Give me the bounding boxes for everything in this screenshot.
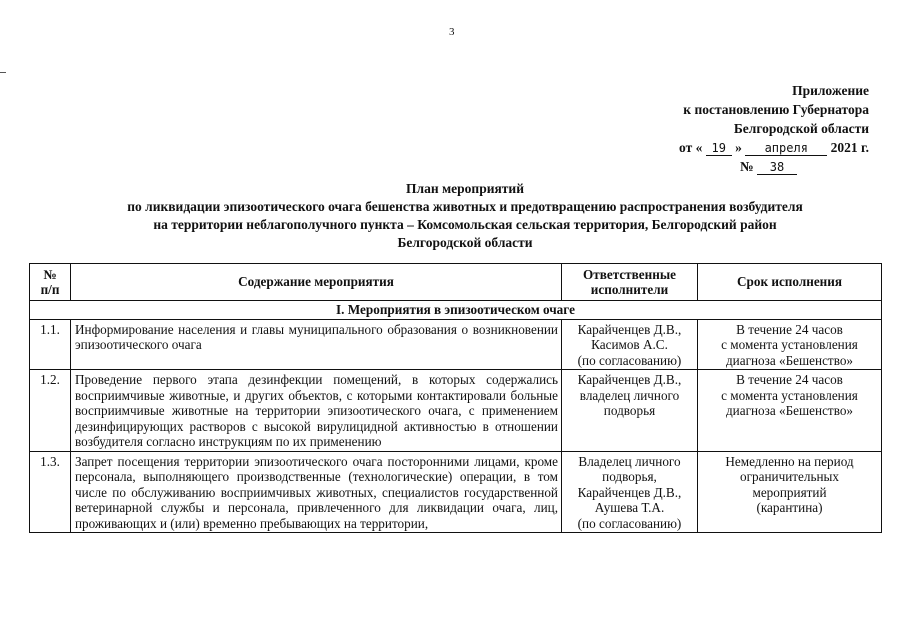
date-day: 19 [706,141,732,156]
resp-line: Касимов А.С. [591,337,668,352]
appendix-number [609,157,869,176]
section-title: I. Мероприятия в эпизоотическом очаге [30,301,882,320]
title-line-2: по ликвидации эпизоотического очага бешенства животных и предотвращению распространения возбудителя [127,199,803,214]
row-content: Информирование населения и главы муниципального образования о возникновении эпизоотического очага [71,319,562,370]
term-line: ограничительных [740,469,839,484]
appendix-line-3: Белгородской области [733,121,869,136]
header-num-line-2: п/п [40,282,60,297]
row-num: 1.3. [30,451,71,533]
term-line: диагноза «Бешенство» [725,352,854,368]
title-line-3: на территории неблагополучного пункта – Комсомольская сельская территория, Белгородский район [153,217,777,232]
resp-line: подворья [603,403,656,418]
row-term [698,319,882,370]
row-resp [562,451,698,533]
date-month: апреля [745,141,827,156]
date-prefix: от « [679,140,703,155]
appendix-line-1: Приложение [792,83,869,98]
appendix-line-2: к постановлению Губернатора [683,102,869,117]
row-num: 1.1. [30,319,71,370]
section-row [30,301,882,320]
appendix-date [609,138,869,157]
date-mid: » [735,140,742,155]
row-resp [562,319,698,370]
term-line: Немедленно на период [725,453,854,469]
appendix-block [609,81,869,176]
table-row [30,451,882,533]
term-line: (карантина) [756,500,823,515]
resp-line: подворья, [602,469,657,484]
term-line: диагноза «Бешенство» [725,403,854,418]
row-num: 1.2. [30,370,71,452]
term-line: мероприятий [752,484,827,500]
header-num-line-1: № [43,266,57,282]
date-year: 2021 г. [830,140,869,155]
table-row [30,319,882,370]
resp-line: Карайченцев Д.В., [577,372,682,387]
page-number: 3 [449,26,455,38]
header-num [30,264,71,301]
header-resp-line-1: Ответственные [582,266,676,282]
resp-line: (по согласованию) [577,352,682,368]
table-header-row [30,264,882,301]
plan-table [29,263,882,533]
header-term: Срок исполнения [698,264,882,301]
row-term [698,370,882,452]
title-line-1: План мероприятий [406,181,524,196]
resp-line: Владелец личного [578,453,681,469]
header-resp-line-2: исполнители [590,282,669,297]
resp-line: владелец личного [579,387,680,403]
term-line: В течение 24 часов [736,321,843,337]
resp-line: Аушева Т.А. [594,500,665,515]
row-term [698,451,882,533]
number-value: 38 [757,160,797,175]
document-title [40,180,890,252]
resp-line: Карайченцев Д.В., [577,484,682,500]
number-prefix: № [740,159,754,174]
row-resp [562,370,698,452]
title-line-4: Белгородской области [397,235,533,250]
table-row [30,370,882,452]
resp-line: Карайченцев Д.В., [577,321,682,337]
row-content: Проведение первого этапа дезинфекции помещений, в которых содержались восприимчивые животные, и других объектов, с которыми контактировали больные восприимчивые животные на территории эпизоотического очага, с применением дезинфицирующих растворов с высокой вирулицидной активностью в отношении возбудителя согласно инструкциям по их применению [71,370,562,452]
header-resp [562,264,698,301]
term-line: с момента установления [721,337,858,352]
resp-line: (по согласованию) [577,515,682,531]
term-line: с момента установления [721,387,858,403]
row-content: Запрет посещения территории эпизоотического очага посторонними лицами, кроме персонала, выполняющего производственные (технологические) операции, в том числе по обслуживанию восприимчивых животных, специалистов государственной ветеринарной службы и персонала, привлеченного для ликвидации очага, лиц, проживающих и (или) временно пребывающих на территории, [71,451,562,533]
margin-tick [0,72,6,73]
term-line: В течение 24 часов [736,372,843,387]
header-content: Содержание мероприятия [71,264,562,301]
